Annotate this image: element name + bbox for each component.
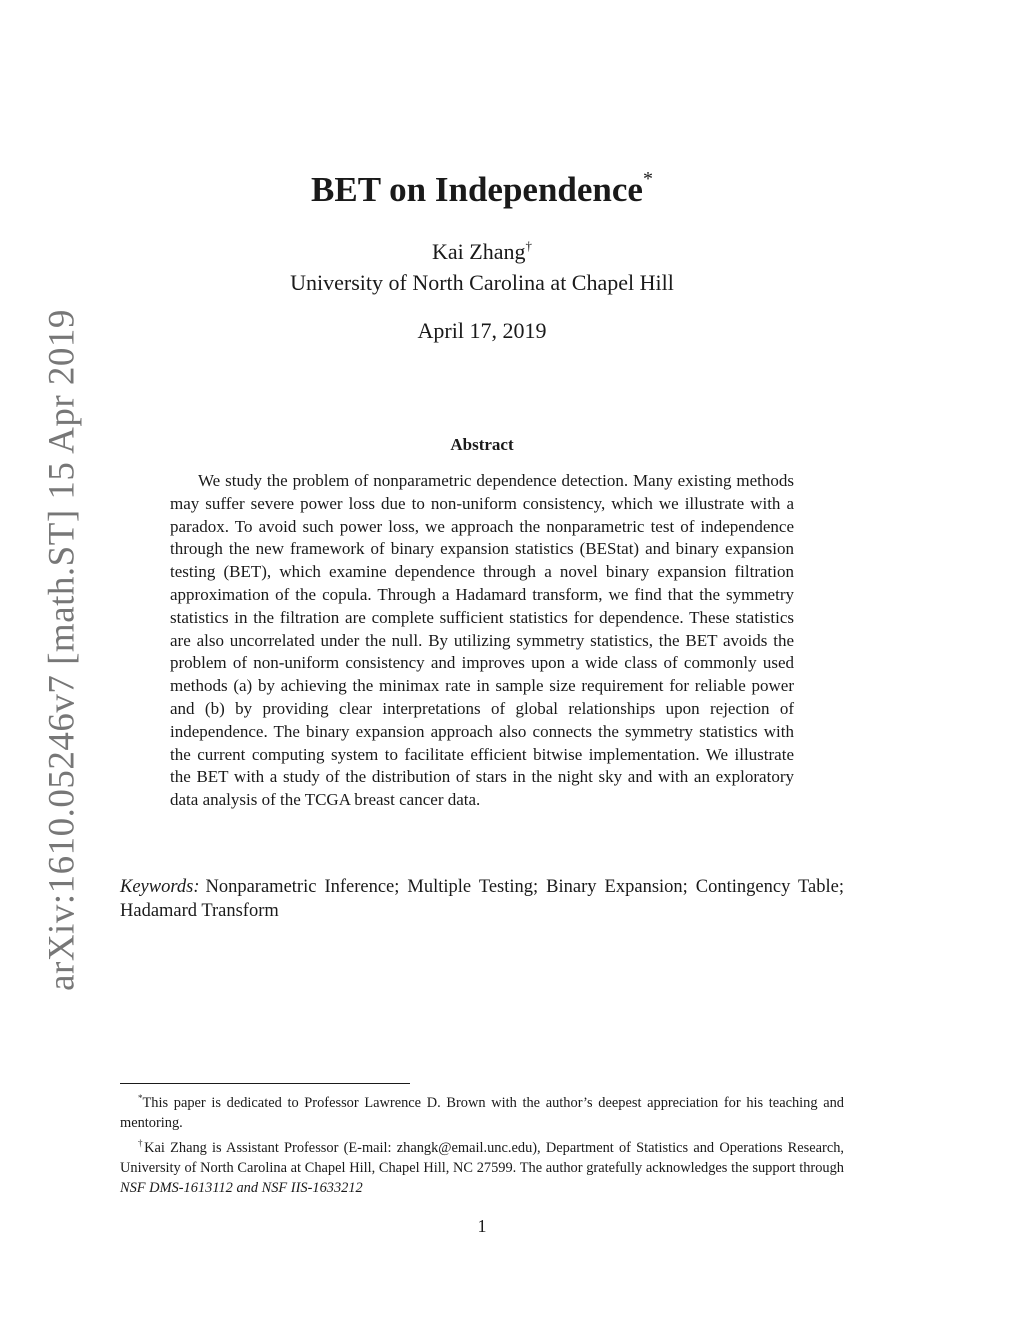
abstract-text: We study the problem of nonparametric dependence detection. Many existing methods may suffer severe power loss due to non-uniform consistency, which we illustrate with a paradox. To avoid such power loss, we approach the nonparametric test of independence through the new framework of binary expansion statistics (BEStat) and binary expansion testing (BET), which examine dependence through a novel binary expansion filtration approximation of the copula. Through a Hadamard transform, we find that the symmetry statistics in the filtration are complete sufficient statistics for dependence. These statistics are also uncorrelated under the null. By utilizing symmetry statistics, the BET avoids the problem of non-uniform consistency and improves upon a wide class of commonly used methods (a) by achieving the minimax rate in sample size requirement for reliable power and (b) by providing clear interpretations of global relationships upon rejection of independence. The binary expansion approach also connects the symmetry statistics with the current computing system to facilitate efficient bitwise implementation. We illustrate the BET with a study of the distribution of stars in the night sky and with an exploratory data analysis of the TCGA breast cancer data. — [170, 471, 794, 810]
footnote-divider — [120, 1083, 410, 1084]
footnote-dedication — [120, 1088, 844, 1133]
footnote-grants: NSF DMS-1613112 and NSF IIS-1633212 — [120, 1180, 363, 1196]
author-name: Kai Zhang — [432, 239, 526, 264]
author-footnote-mark: † — [525, 238, 532, 253]
page-number: 1 — [477, 1216, 487, 1236]
paper-date: April 17, 2019 — [417, 318, 547, 343]
footnote-author — [120, 1133, 844, 1198]
footnote-text: This paper is dedicated to Professor Lawrence D. Brown with the author’s deepest appreciation for his teaching and mentoring. — [120, 1095, 844, 1131]
abstract-heading: Abstract — [450, 435, 514, 454]
arxiv-identifier-stamp: arXiv:1610.05246v7 [math.ST] 15 Apr 2019 — [41, 309, 83, 991]
title-footnote-mark: * — [642, 168, 653, 190]
author-line — [0, 238, 964, 265]
keywords-label: Keywords: — [120, 877, 200, 897]
footnote-text: Kai Zhang is Assistant Professor (E-mail: zhangk@email.unc.edu), Department of Statistics and Operations Research, University of North Carolina at Chapel Hill, Chapel Hill, NC 27599. The author gratefully acknowledges the support through — [120, 1140, 844, 1176]
paper-title — [0, 168, 964, 210]
keywords — [120, 875, 844, 923]
footnotes — [120, 1088, 844, 1198]
title-text: BET on Independence — [311, 170, 643, 209]
abstract-body — [170, 470, 794, 812]
footnote-mark: * — [138, 1093, 143, 1103]
keywords-text: Nonparametric Inference; Multiple Testing; Binary Expansion; Contingency Table; Hadamard Transform — [120, 877, 844, 921]
footnote-mark: † — [138, 1138, 145, 1148]
author-affiliation: University of North Carolina at Chapel Hill — [290, 270, 674, 295]
